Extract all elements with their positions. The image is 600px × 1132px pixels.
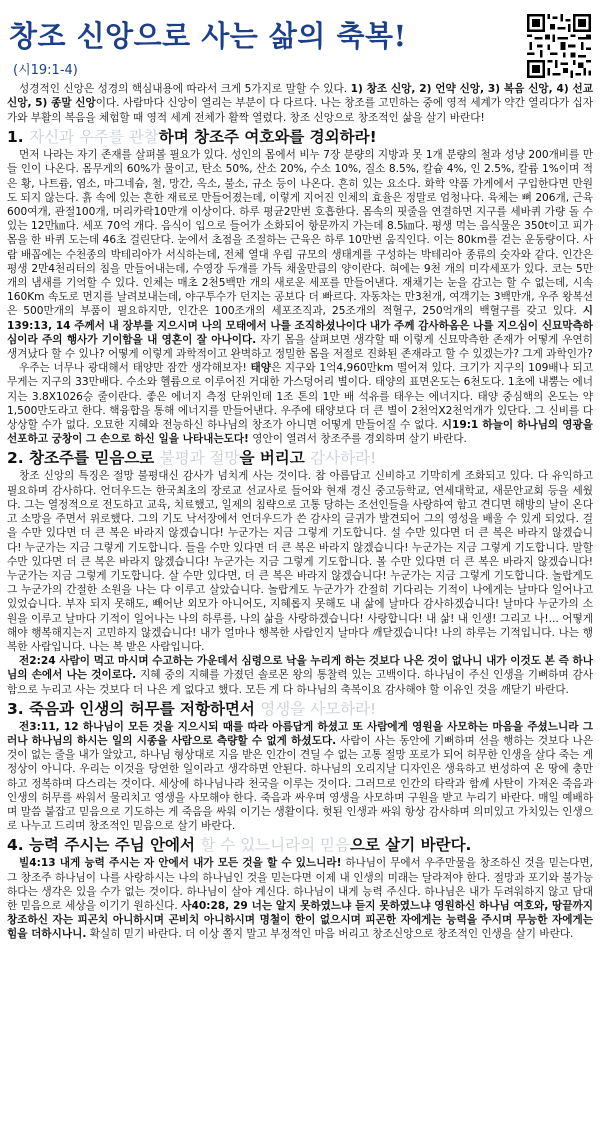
section-3-title bbox=[7, 699, 593, 719]
section-1-sun-label: 태양 bbox=[250, 362, 271, 375]
intro-paragraph bbox=[7, 82, 593, 125]
header bbox=[7, 14, 593, 80]
section-4-title bbox=[7, 835, 593, 855]
section-3-title-text: 3. 죽음과 인생의 허무를 저항하면서 bbox=[7, 699, 255, 718]
intro-text: 성경적인 신앙은 성경의 핵심내용에 따라서 크게 5가지로 말할 수 있다. bbox=[19, 83, 348, 95]
section-2-faded-phrase-2: 감사하라! bbox=[310, 449, 377, 468]
section-1-title-text: 하며 창조주 여호와를 경외하라! bbox=[158, 128, 377, 147]
section-2-paragraph-1 bbox=[7, 469, 593, 654]
section-2-title-mid: 을 버리고 bbox=[239, 449, 305, 468]
section-1-text-3: 우주는 너무나 광대해서 태양만 잠깐 생각해보자! bbox=[19, 362, 247, 375]
section-4-title-text: 4. 능력 주시는 주님 안에서 bbox=[7, 836, 195, 855]
intro-text-2: 이다. 사람마다 신앙이 열리는 부분이 다 다르다. 나는 창조를 고민하는 중에 영적 세계가 약간 열리다가 십자가와 부활의 복음을 체험할 때 영적 세계 전체가 활짝 열렸다. 창조 신앙으로 창조적인 삶을 살기 바란다! bbox=[7, 97, 593, 124]
section-2-title-text: 2. 창조주를 믿음으로 bbox=[7, 449, 155, 468]
section-4-title-post: 으로 살기 바란다. bbox=[349, 836, 472, 855]
section-1-text-2: 자기 몸을 살펴보면 생각할 때 이렇게 신묘막측한 존재가 어떻게 우연히 생겨났다 할 수 있나? 어떻게 이렇게 과학적이고 완벽하고 정밀한 몸을 저절로 진화된 존재라고 할 수 있겠는가? 그게 과학인가? bbox=[7, 333, 594, 361]
section-1-text-5: 영안이 열려서 창조주를 경외하며 살기 바란다. bbox=[252, 433, 467, 446]
section-4-text: 하나님이 무에서 우주만물을 창조하신 것을 믿는다면, 그 창조주 하나님이 나를 사랑하시는 나의 하나님인 것을 믿는다면 이제 내 인생의 미래는 달라져야 한다. 절망과 포기와 불가능하다는 생각은 있을 수가 없는 것이다. 하나님이 살아 계신다. 하나님이 내게 능력 주신다. 하나님은 내가 두려워하지 않고 담대한 믿음으로 세상을 이기기 원하신다. bbox=[7, 857, 593, 912]
section-1-text: 먼저 나라는 자기 존재를 살펴볼 필요가 있다. 성인의 몸에서 비누 7장 분량의 지방과 못 1개 분량의 철과 성냥 200개비를 만들 인이 나온다. 몸무게의 60%가 물이고, 탄소 50%, 산소 20%, 수소 10%, 질소 8.5%, 칼슘 4%, 인 2.5%, 칼륨 1%이며 적은 황, 나트륨, 염소, 마그네슘, 철, 망간, 옥소, 불소, 규소 등이 나온다. 흔히 있는 요소다. 화학 약품 가게에서 구입한다면 만원도 되지 않는다. 흙 속에 있는 흔한 재료로 만들어졌는데, 이렇게 지어진 인체의 효율은 정말로 엄청나다. 육체는 뼈 206개, 근육600여개, 관절100개, 머리카락10만개 이상이다. 하루 평균2만번 호흡한다. 몸속의 핏줄을 연결하면 지구를 세바퀴 가량 돌 수 있는 12만㎞다. 세포 70억 개다. 음식이 입으로 들어가 소화되어 항문까지 가는데 8.5㎞다. 평생 먹는 음식물은 350t이고 피가 몸을 한 바퀴 도는데 46초 걸린단다. 눈에서 초점을 조절하는 근육은 하루 10만번 움직인다. 이는 80km를 걷는 운동량이다. 사람 배꼽에는 수천종의 박테리아가 서식하는데, 전체 열대 우림 규모의 생태계를 구성하는 박테리아 종류의 숫자와 같다. 인간은 평생 2만4천리터의 침을 만들어내는데, 수영장 두개를 가득 채울만큼의 양이란다. 혀에는 9천 개의 미각세포가 있다. 코는 5만 개의 냄새를 기억할 수 있다. 인체는 매초 2천5백만 개의 새로운 세포를 만들어낸다. 재채기는 눈을 감고는 할 수 없는데, 시속160Km 속도로 먼지를 날려보내는데, 야구투수가 던지는 공보다 더 빠르다. 자동차는 만3천개, 여객기는 3백만개, 우주 왕복선은 500만개의 부품이 필요하지만, 인간은 100조개의 세포조직과, 25조개의 적혈구, 250억개의 백혈구를 갖고 있다. bbox=[7, 149, 593, 318]
section-3-text: 사람이 사는 동안에 기뻐하며 선을 행하는 것보다 나은 것이 없는 줄을 내가 알았고, 하나님 형상대로 지음 받은 인간이 견딜 수 없는 고통 절망 포로가 되어 허무한 인생을 살다 죽는 게 정상이 아니다. 우리는 이것을 당연한 일이라고 생각하면 안된다. 하나님의 오리지날 디자인은 생육하고 번성하여 온 땅에 충만하고 정복하며 다스리는 것이다. 세상에 하나님나라 천국을 이루는 것이다. 그러므로 인간의 타락과 함께 사탄이 가져온 죽음과 인생의 허무를 싸워서 물리치고 영생을 사모해야 한다. 죽음과 싸우며 영생을 사모하며 구원을 받고 누리기 바란다. 매일 예배하며 말씀 붙잡고 믿음으로 기도하는 게 죽음을 싸워 이기는 생활이다. 헛된 인생과 싸워 항상 감사하며 의미있고 가치있는 인생으로 나누고 드리며 창조적인 믿음으로 살기 바란다. bbox=[7, 734, 593, 833]
scripture-reference: (시19:1-4) bbox=[13, 63, 78, 78]
section-4-paragraph bbox=[7, 856, 593, 941]
section-1-number: 1. bbox=[7, 128, 24, 147]
section-1-verse-1: 시139:13, 14 주께서 내 장부를 지으시며 나의 모태에서 나를 조직하셨나이다 내가 주께 감사하옴은 나를 지으심이 신묘막측하심이라 주의 행사가 기이함을 내 영혼이 잘 아나이다. bbox=[7, 305, 593, 346]
section-1-title bbox=[7, 127, 593, 147]
section-3-faded-phrase: 영생을 사모하라! bbox=[260, 699, 377, 718]
section-2-text: 창조 신앙의 특징은 절망 불평대신 감사가 넘치게 사는 것이다. 참 아름답고 신비하고 기막히게 조화되고 있다. 다 유익하고 필요하며 감사하다. 언더우드는 한국최초의 장로교 선교사로 들어와 현재 경신 중고등학교, 연세대학교, 새문안교회 등을 세웠다. 그는 열정적으로 전도하고 교육, 치료했고, 일제의 침략으로 고통 당하는 조선인들을 사랑하여 함고 견디면 해방의 날이 온다고 소망을 주면서 위로했다. 그의 기도 낙서장에서 언더우드가 쓴 감사의 글귀가 발견되어 그의 영성을 배울 수 있게 되었다. 걸을 수만 있다면 더 큰 복은 바라지 않겠습니다! 누군가는 지금 그렇게 기도합니다. 설 수만 있다면 더 큰 복은 바라지 않겠습니다! 누군가는 지금 그렇게 기도합니다. 들을 수만 있다면 더 큰 복은 바라지 않겠습니다! 누군가는 지금 그렇게 기도합니다. 말할 수만 있다면 더 큰 복은 바라지 않겠습니다! 누군가는 지금 그렇게 기도합니다. 볼 수만 있다면 더 큰 복은 바라지 않겠습니다! 누군가는 지금 그렇게 기도합니다. 살 수만 있다면, 더 큰 복은 바라지 않겠습니다! 누군가는 지금 그렇게 기도합니다. 놀랍게도 그 누군가의 간절한 소원을 나는 다 이루고 살았습니다. 놀랍게도 누군가가 간절히 기다리는 기적이 나에게는 날마다 일어나고 있었습니다. 부자 되지 못해도, 빼어난 외모가 아니어도, 지혜롭지 못해도 내 삶에 날마다 감사하겠습니다! 날마다 누군가의 소원을 이루고 날마다 기적이 일어나는 나의 하루를, 나의 삶을 사랑하겠습니다! 사랑합니다! 내 삶! 내 인생! 그리고 나!... 어떻게 해야 행복해지는지 고민하지 않겠습니다! 내가 얼마나 행복한 사람인지 날마다 깨닫겠습니다! 나의 하루는 기적입니다. 나는 행복한 사람입니다. 나는 복 받은 사람입니다. bbox=[7, 470, 593, 653]
section-1-paragraph-2 bbox=[7, 361, 593, 446]
section-4-text-2: 확실히 믿기 바란다. 더 이상 쫄지 말고 부정적인 마음 버리고 창조신앙으로 창조적인 인생을 살기 바란다. bbox=[89, 928, 574, 941]
section-3-paragraph bbox=[7, 720, 593, 834]
section-4-verse-2: 사40:28, 29 너는 알지 못하였느냐 듣지 못하였느냐 영원하신 하나님 여호와, 땅끝까지 창조하신 자는 피곤치 아니하시며 곤비치 아니하시며 명철이 한이 없으시며 피곤한 자에게는 능력을 주시며 무능한 자에게는 힘을 더하시나니. bbox=[7, 899, 593, 941]
section-1-faded-phrase: 자신과 우주를 관찰 bbox=[29, 128, 159, 147]
section-2-text-2: 지혜 중의 지혜를 가졌던 솔로몬 왕의 통찰력 있는 고백이다. 하나님이 주신 인생을 기뻐하며 감사함으로 누리고 사는 것보다 더 나은 게 없다고 했다. 모든 게 다 하나님의 축복이요 감사해야 할 이유인 것을 깨닫기 바란다. bbox=[7, 669, 593, 696]
section-3-verse: 전3:11, 12 하나님이 모든 것을 지으시되 때를 따라 아름답게 하셨고 또 사람에게 영원을 사모하는 마음을 주셨느니라 그러나 하나님의 하시는 일의 시종을 사람으로 측량할 수 없게 하셨도다. bbox=[7, 720, 593, 747]
page-title: 창조 신앙으로 사는 삶의 축복! bbox=[9, 19, 407, 53]
section-2-faded-phrase: 불평과 절망 bbox=[159, 449, 240, 468]
section-4-faded-phrase: 할 수 있느니라의 믿음 bbox=[200, 836, 350, 855]
section-1-paragraph-1 bbox=[7, 148, 593, 361]
section-2-verse: 전2:24 사람이 먹고 마시며 수고하는 가운데서 심령으로 낙을 누리게 하는 것보다 나은 것이 없나니 내가 이것도 본 즉 하나님의 손에서 나는 것이로다. bbox=[7, 655, 593, 682]
section-4-verse-1: 빌4:13 내게 능력 주시는 자 안에서 내가 모든 것을 할 수 있느니라! bbox=[19, 857, 342, 870]
qr-code-icon[interactable] bbox=[527, 14, 591, 78]
section-1-verse-2: 시19:1 하늘이 하나님의 영광을 선포하고 궁창이 그 손으로 하신 일을 나타내는도다! bbox=[7, 419, 593, 446]
section-2-title bbox=[7, 448, 593, 468]
section-1-text-4: 은 지구와 1억4,960만km 떨어져 있다. 크기가 지구의 109배나 되고 무게는 지구의 33만배다. 수소와 헬륨으로 이루어진 거대한 가스덩어리 별이다. 태양의 표면온도는 6천도다. 1초에 내뿜는 에너지는 3.8X1026승 줄이란다. 좋은 에너지 측정 단위인데 1조 톤의 1만 배 석유를 태우는 에너지다. 태양 중심핵의 온도는 약1,500만도라고 한다. 핵융합을 통해 에너지를 만들어낸다. 우주에 태양보다 더 큰 별이 2천억X2천억개가 있단다. 그 신비를 다 상상할 수가 없다. 오묘한 지혜와 전능하신 하나님의 창조가 아니면 어떻게 만들어질 수 없다. bbox=[7, 362, 593, 432]
section-2-paragraph-2 bbox=[7, 654, 593, 697]
intro-faith-list: 1) 창조 신앙, 2) 언약 신앙, 3) 복음 신앙, 4) 선교 신앙, 5) 종말 신앙 bbox=[7, 83, 593, 110]
